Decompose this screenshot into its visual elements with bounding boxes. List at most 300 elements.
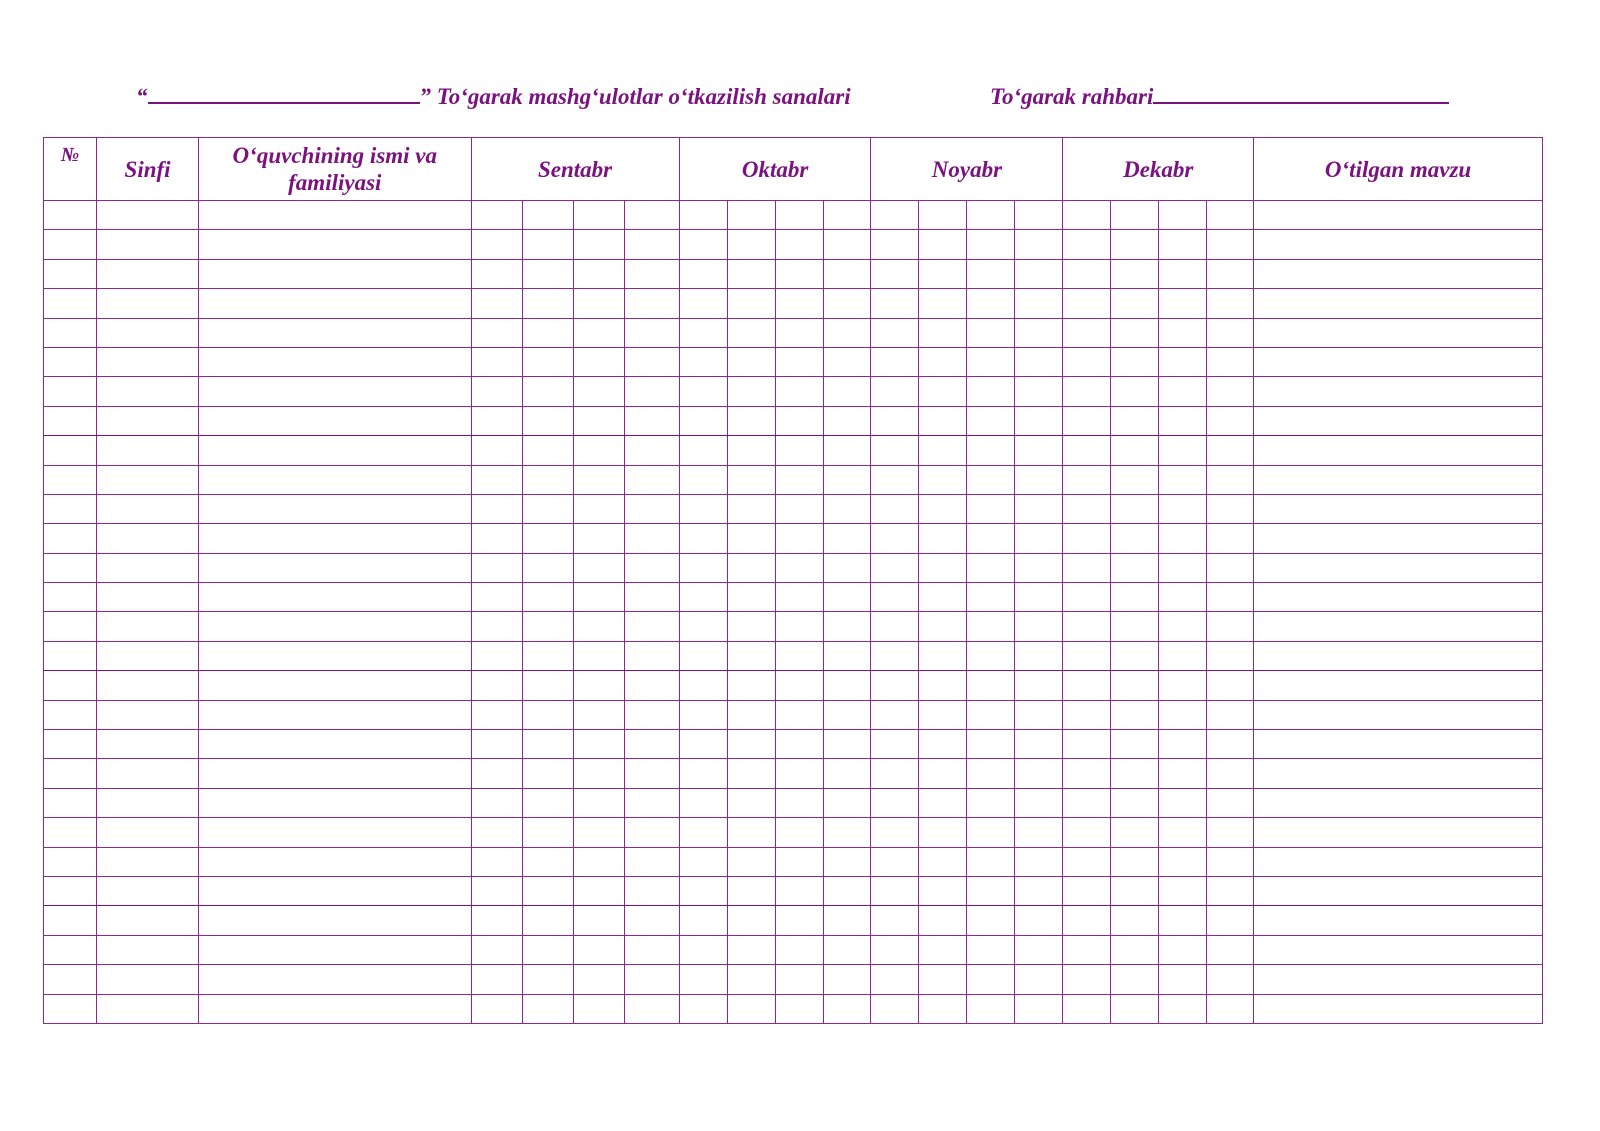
date-cell-december[interactable]: [1063, 289, 1111, 318]
class-cell[interactable]: [97, 730, 199, 759]
date-cell-november[interactable]: [871, 524, 919, 553]
date-cell-november[interactable]: [919, 935, 967, 964]
date-cell-october[interactable]: [727, 289, 775, 318]
date-cell-november[interactable]: [871, 494, 919, 523]
date-cell-november[interactable]: [871, 259, 919, 288]
date-cell-december[interactable]: [1063, 965, 1111, 994]
class-cell[interactable]: [97, 230, 199, 259]
date-cell-october[interactable]: [727, 847, 775, 876]
date-cell-october[interactable]: [775, 730, 823, 759]
student-name-cell[interactable]: [199, 259, 471, 288]
date-cell-november[interactable]: [919, 406, 967, 435]
date-cell-october[interactable]: [823, 876, 871, 905]
date-cell-december[interactable]: [1111, 641, 1159, 670]
date-cell-december[interactable]: [1111, 377, 1159, 406]
date-cell-october[interactable]: [727, 700, 775, 729]
date-cell-october[interactable]: [679, 788, 727, 817]
date-cell-november[interactable]: [919, 201, 967, 230]
date-cell-december[interactable]: [1159, 553, 1207, 582]
date-cell-september[interactable]: [522, 818, 573, 847]
date-cell-december[interactable]: [1159, 377, 1207, 406]
date-cell-december[interactable]: [1063, 906, 1111, 935]
class-cell[interactable]: [97, 906, 199, 935]
date-cell-september[interactable]: [471, 524, 522, 553]
student-name-cell[interactable]: [199, 612, 471, 641]
number-cell[interactable]: [44, 847, 97, 876]
date-cell-september[interactable]: [624, 612, 679, 641]
number-cell[interactable]: [44, 906, 97, 935]
date-cell-december[interactable]: [1063, 847, 1111, 876]
student-name-cell[interactable]: [199, 436, 471, 465]
date-cell-november[interactable]: [1015, 759, 1063, 788]
date-cell-september[interactable]: [471, 671, 522, 700]
date-cell-september[interactable]: [471, 259, 522, 288]
date-cell-october[interactable]: [775, 906, 823, 935]
date-cell-november[interactable]: [919, 553, 967, 582]
class-cell[interactable]: [97, 965, 199, 994]
date-cell-november[interactable]: [919, 641, 967, 670]
date-cell-november[interactable]: [1015, 289, 1063, 318]
topic-cell[interactable]: [1254, 377, 1543, 406]
date-cell-november[interactable]: [871, 230, 919, 259]
date-cell-december[interactable]: [1207, 641, 1254, 670]
date-cell-december[interactable]: [1207, 436, 1254, 465]
date-cell-november[interactable]: [919, 671, 967, 700]
topic-cell[interactable]: [1254, 730, 1543, 759]
topic-cell[interactable]: [1254, 818, 1543, 847]
date-cell-december[interactable]: [1111, 612, 1159, 641]
date-cell-october[interactable]: [727, 759, 775, 788]
date-cell-september[interactable]: [522, 583, 573, 612]
date-cell-december[interactable]: [1159, 730, 1207, 759]
class-cell[interactable]: [97, 935, 199, 964]
date-cell-october[interactable]: [679, 201, 727, 230]
date-cell-november[interactable]: [871, 612, 919, 641]
date-cell-september[interactable]: [624, 994, 679, 1023]
number-cell[interactable]: [44, 494, 97, 523]
date-cell-december[interactable]: [1111, 318, 1159, 347]
class-cell[interactable]: [97, 641, 199, 670]
date-cell-october[interactable]: [679, 524, 727, 553]
date-cell-december[interactable]: [1159, 788, 1207, 817]
date-cell-september[interactable]: [522, 524, 573, 553]
date-cell-november[interactable]: [871, 406, 919, 435]
date-cell-october[interactable]: [679, 818, 727, 847]
date-cell-november[interactable]: [1015, 700, 1063, 729]
date-cell-october[interactable]: [775, 406, 823, 435]
date-cell-november[interactable]: [871, 318, 919, 347]
date-cell-november[interactable]: [967, 583, 1015, 612]
date-cell-september[interactable]: [471, 230, 522, 259]
date-cell-september[interactable]: [471, 847, 522, 876]
date-cell-october[interactable]: [679, 230, 727, 259]
date-cell-october[interactable]: [775, 377, 823, 406]
date-cell-september[interactable]: [624, 494, 679, 523]
date-cell-november[interactable]: [967, 259, 1015, 288]
date-cell-november[interactable]: [919, 494, 967, 523]
date-cell-october[interactable]: [823, 230, 871, 259]
date-cell-november[interactable]: [967, 524, 1015, 553]
date-cell-december[interactable]: [1207, 494, 1254, 523]
date-cell-september[interactable]: [471, 906, 522, 935]
number-cell[interactable]: [44, 406, 97, 435]
date-cell-november[interactable]: [967, 465, 1015, 494]
date-cell-november[interactable]: [967, 318, 1015, 347]
date-cell-september[interactable]: [471, 759, 522, 788]
date-cell-december[interactable]: [1111, 553, 1159, 582]
date-cell-november[interactable]: [919, 730, 967, 759]
date-cell-november[interactable]: [1015, 494, 1063, 523]
date-cell-september[interactable]: [471, 406, 522, 435]
date-cell-september[interactable]: [522, 465, 573, 494]
date-cell-december[interactable]: [1159, 318, 1207, 347]
date-cell-september[interactable]: [573, 230, 624, 259]
date-cell-september[interactable]: [522, 259, 573, 288]
date-cell-october[interactable]: [775, 876, 823, 905]
date-cell-september[interactable]: [573, 994, 624, 1023]
date-cell-december[interactable]: [1207, 965, 1254, 994]
date-cell-september[interactable]: [471, 730, 522, 759]
date-cell-december[interactable]: [1207, 406, 1254, 435]
date-cell-september[interactable]: [573, 406, 624, 435]
date-cell-december[interactable]: [1207, 994, 1254, 1023]
date-cell-november[interactable]: [919, 583, 967, 612]
date-cell-december[interactable]: [1111, 818, 1159, 847]
date-cell-december[interactable]: [1063, 377, 1111, 406]
date-cell-september[interactable]: [522, 289, 573, 318]
date-cell-december[interactable]: [1063, 935, 1111, 964]
date-cell-december[interactable]: [1063, 730, 1111, 759]
date-cell-november[interactable]: [1015, 612, 1063, 641]
date-cell-september[interactable]: [522, 994, 573, 1023]
topic-cell[interactable]: [1254, 436, 1543, 465]
date-cell-september[interactable]: [624, 259, 679, 288]
date-cell-october[interactable]: [775, 259, 823, 288]
date-cell-october[interactable]: [727, 318, 775, 347]
date-cell-september[interactable]: [471, 201, 522, 230]
date-cell-september[interactable]: [573, 524, 624, 553]
date-cell-november[interactable]: [1015, 965, 1063, 994]
topic-cell[interactable]: [1254, 406, 1543, 435]
date-cell-september[interactable]: [522, 612, 573, 641]
date-cell-december[interactable]: [1063, 700, 1111, 729]
student-name-cell[interactable]: [199, 818, 471, 847]
date-cell-october[interactable]: [775, 700, 823, 729]
topic-cell[interactable]: [1254, 259, 1543, 288]
date-cell-november[interactable]: [919, 847, 967, 876]
date-cell-september[interactable]: [573, 553, 624, 582]
date-cell-november[interactable]: [871, 201, 919, 230]
date-cell-november[interactable]: [967, 935, 1015, 964]
date-cell-november[interactable]: [919, 906, 967, 935]
date-cell-october[interactable]: [823, 406, 871, 435]
date-cell-november[interactable]: [967, 641, 1015, 670]
date-cell-december[interactable]: [1159, 524, 1207, 553]
date-cell-september[interactable]: [624, 906, 679, 935]
date-cell-october[interactable]: [727, 259, 775, 288]
topic-cell[interactable]: [1254, 553, 1543, 582]
date-cell-december[interactable]: [1159, 201, 1207, 230]
date-cell-november[interactable]: [1015, 465, 1063, 494]
date-cell-november[interactable]: [919, 377, 967, 406]
date-cell-october[interactable]: [679, 612, 727, 641]
topic-cell[interactable]: [1254, 583, 1543, 612]
class-cell[interactable]: [97, 347, 199, 376]
date-cell-october[interactable]: [727, 553, 775, 582]
date-cell-december[interactable]: [1111, 524, 1159, 553]
date-cell-november[interactable]: [1015, 818, 1063, 847]
date-cell-september[interactable]: [624, 201, 679, 230]
date-cell-november[interactable]: [919, 347, 967, 376]
date-cell-november[interactable]: [871, 818, 919, 847]
topic-cell[interactable]: [1254, 465, 1543, 494]
date-cell-december[interactable]: [1063, 201, 1111, 230]
date-cell-december[interactable]: [1111, 465, 1159, 494]
date-cell-september[interactable]: [573, 494, 624, 523]
topic-cell[interactable]: [1254, 935, 1543, 964]
date-cell-december[interactable]: [1063, 583, 1111, 612]
date-cell-september[interactable]: [573, 759, 624, 788]
class-cell[interactable]: [97, 259, 199, 288]
date-cell-september[interactable]: [471, 641, 522, 670]
date-cell-november[interactable]: [967, 553, 1015, 582]
date-cell-december[interactable]: [1159, 494, 1207, 523]
date-cell-october[interactable]: [823, 259, 871, 288]
date-cell-december[interactable]: [1207, 612, 1254, 641]
date-cell-november[interactable]: [967, 494, 1015, 523]
date-cell-november[interactable]: [919, 259, 967, 288]
date-cell-december[interactable]: [1063, 524, 1111, 553]
class-cell[interactable]: [97, 876, 199, 905]
number-cell[interactable]: [44, 436, 97, 465]
date-cell-december[interactable]: [1111, 730, 1159, 759]
date-cell-september[interactable]: [624, 641, 679, 670]
date-cell-october[interactable]: [823, 318, 871, 347]
date-cell-october[interactable]: [679, 406, 727, 435]
student-name-cell[interactable]: [199, 641, 471, 670]
date-cell-september[interactable]: [522, 935, 573, 964]
date-cell-december[interactable]: [1207, 583, 1254, 612]
date-cell-september[interactable]: [522, 906, 573, 935]
date-cell-december[interactable]: [1207, 524, 1254, 553]
date-cell-november[interactable]: [1015, 318, 1063, 347]
date-cell-november[interactable]: [967, 818, 1015, 847]
date-cell-december[interactable]: [1207, 700, 1254, 729]
date-cell-october[interactable]: [775, 994, 823, 1023]
date-cell-october[interactable]: [679, 436, 727, 465]
date-cell-september[interactable]: [624, 730, 679, 759]
date-cell-november[interactable]: [919, 524, 967, 553]
class-cell[interactable]: [97, 788, 199, 817]
date-cell-september[interactable]: [624, 406, 679, 435]
date-cell-november[interactable]: [871, 289, 919, 318]
date-cell-september[interactable]: [624, 289, 679, 318]
date-cell-october[interactable]: [775, 436, 823, 465]
date-cell-october[interactable]: [823, 553, 871, 582]
date-cell-october[interactable]: [823, 347, 871, 376]
date-cell-september[interactable]: [522, 788, 573, 817]
date-cell-september[interactable]: [471, 818, 522, 847]
date-cell-december[interactable]: [1063, 553, 1111, 582]
date-cell-december[interactable]: [1063, 436, 1111, 465]
date-cell-december[interactable]: [1111, 347, 1159, 376]
date-cell-october[interactable]: [823, 906, 871, 935]
date-cell-november[interactable]: [967, 965, 1015, 994]
class-cell[interactable]: [97, 700, 199, 729]
number-cell[interactable]: [44, 759, 97, 788]
date-cell-december[interactable]: [1159, 289, 1207, 318]
number-cell[interactable]: [44, 289, 97, 318]
date-cell-december[interactable]: [1063, 788, 1111, 817]
date-cell-october[interactable]: [727, 788, 775, 817]
date-cell-december[interactable]: [1063, 465, 1111, 494]
date-cell-october[interactable]: [727, 612, 775, 641]
date-cell-october[interactable]: [823, 759, 871, 788]
date-cell-november[interactable]: [871, 347, 919, 376]
class-cell[interactable]: [97, 289, 199, 318]
number-cell[interactable]: [44, 583, 97, 612]
date-cell-september[interactable]: [573, 788, 624, 817]
date-cell-october[interactable]: [679, 994, 727, 1023]
date-cell-october[interactable]: [679, 700, 727, 729]
date-cell-december[interactable]: [1207, 906, 1254, 935]
date-cell-october[interactable]: [823, 671, 871, 700]
date-cell-october[interactable]: [727, 876, 775, 905]
student-name-cell[interactable]: [199, 524, 471, 553]
class-cell[interactable]: [97, 524, 199, 553]
date-cell-october[interactable]: [679, 347, 727, 376]
date-cell-september[interactable]: [471, 289, 522, 318]
number-cell[interactable]: [44, 994, 97, 1023]
leader-name-blank-field[interactable]: [1153, 80, 1449, 104]
topic-cell[interactable]: [1254, 612, 1543, 641]
date-cell-october[interactable]: [823, 465, 871, 494]
topic-cell[interactable]: [1254, 641, 1543, 670]
date-cell-september[interactable]: [624, 553, 679, 582]
date-cell-december[interactable]: [1207, 318, 1254, 347]
date-cell-october[interactable]: [679, 876, 727, 905]
date-cell-december[interactable]: [1111, 230, 1159, 259]
date-cell-november[interactable]: [1015, 377, 1063, 406]
date-cell-september[interactable]: [471, 347, 522, 376]
date-cell-october[interactable]: [727, 436, 775, 465]
date-cell-october[interactable]: [727, 641, 775, 670]
date-cell-december[interactable]: [1159, 847, 1207, 876]
date-cell-october[interactable]: [727, 230, 775, 259]
date-cell-december[interactable]: [1063, 818, 1111, 847]
date-cell-september[interactable]: [522, 876, 573, 905]
topic-cell[interactable]: [1254, 494, 1543, 523]
number-cell[interactable]: [44, 201, 97, 230]
date-cell-september[interactable]: [573, 201, 624, 230]
date-cell-september[interactable]: [522, 759, 573, 788]
class-cell[interactable]: [97, 583, 199, 612]
date-cell-september[interactable]: [471, 318, 522, 347]
date-cell-september[interactable]: [573, 730, 624, 759]
topic-cell[interactable]: [1254, 700, 1543, 729]
date-cell-september[interactable]: [573, 818, 624, 847]
date-cell-november[interactable]: [871, 700, 919, 729]
date-cell-november[interactable]: [871, 730, 919, 759]
date-cell-november[interactable]: [1015, 730, 1063, 759]
topic-cell[interactable]: [1254, 289, 1543, 318]
date-cell-september[interactable]: [573, 347, 624, 376]
date-cell-november[interactable]: [1015, 935, 1063, 964]
date-cell-december[interactable]: [1111, 759, 1159, 788]
student-name-cell[interactable]: [199, 289, 471, 318]
date-cell-november[interactable]: [967, 730, 1015, 759]
date-cell-november[interactable]: [919, 289, 967, 318]
student-name-cell[interactable]: [199, 671, 471, 700]
number-cell[interactable]: [44, 259, 97, 288]
class-cell[interactable]: [97, 494, 199, 523]
date-cell-september[interactable]: [522, 230, 573, 259]
date-cell-september[interactable]: [573, 612, 624, 641]
date-cell-december[interactable]: [1207, 289, 1254, 318]
date-cell-november[interactable]: [871, 641, 919, 670]
class-cell[interactable]: [97, 553, 199, 582]
class-cell[interactable]: [97, 377, 199, 406]
date-cell-november[interactable]: [1015, 994, 1063, 1023]
date-cell-december[interactable]: [1207, 935, 1254, 964]
class-cell[interactable]: [97, 759, 199, 788]
date-cell-september[interactable]: [573, 847, 624, 876]
date-cell-october[interactable]: [727, 965, 775, 994]
date-cell-november[interactable]: [967, 201, 1015, 230]
class-cell[interactable]: [97, 406, 199, 435]
topic-cell[interactable]: [1254, 788, 1543, 817]
date-cell-november[interactable]: [919, 759, 967, 788]
date-cell-november[interactable]: [919, 965, 967, 994]
date-cell-december[interactable]: [1207, 465, 1254, 494]
date-cell-september[interactable]: [522, 406, 573, 435]
number-cell[interactable]: [44, 876, 97, 905]
date-cell-october[interactable]: [727, 583, 775, 612]
number-cell[interactable]: [44, 524, 97, 553]
date-cell-november[interactable]: [967, 436, 1015, 465]
date-cell-december[interactable]: [1207, 788, 1254, 817]
number-cell[interactable]: [44, 377, 97, 406]
date-cell-september[interactable]: [522, 965, 573, 994]
class-cell[interactable]: [97, 612, 199, 641]
class-cell[interactable]: [97, 436, 199, 465]
date-cell-november[interactable]: [919, 818, 967, 847]
date-cell-september[interactable]: [471, 553, 522, 582]
date-cell-november[interactable]: [919, 994, 967, 1023]
date-cell-november[interactable]: [967, 700, 1015, 729]
date-cell-december[interactable]: [1207, 377, 1254, 406]
date-cell-september[interactable]: [471, 788, 522, 817]
date-cell-september[interactable]: [624, 318, 679, 347]
date-cell-december[interactable]: [1111, 906, 1159, 935]
date-cell-december[interactable]: [1111, 965, 1159, 994]
date-cell-september[interactable]: [624, 583, 679, 612]
date-cell-september[interactable]: [624, 818, 679, 847]
date-cell-october[interactable]: [727, 906, 775, 935]
topic-cell[interactable]: [1254, 347, 1543, 376]
date-cell-september[interactable]: [522, 671, 573, 700]
date-cell-october[interactable]: [727, 524, 775, 553]
date-cell-december[interactable]: [1063, 259, 1111, 288]
date-cell-september[interactable]: [624, 347, 679, 376]
class-cell[interactable]: [97, 847, 199, 876]
date-cell-november[interactable]: [967, 230, 1015, 259]
date-cell-december[interactable]: [1207, 759, 1254, 788]
date-cell-november[interactable]: [1015, 230, 1063, 259]
date-cell-october[interactable]: [775, 935, 823, 964]
date-cell-october[interactable]: [775, 612, 823, 641]
date-cell-december[interactable]: [1111, 259, 1159, 288]
